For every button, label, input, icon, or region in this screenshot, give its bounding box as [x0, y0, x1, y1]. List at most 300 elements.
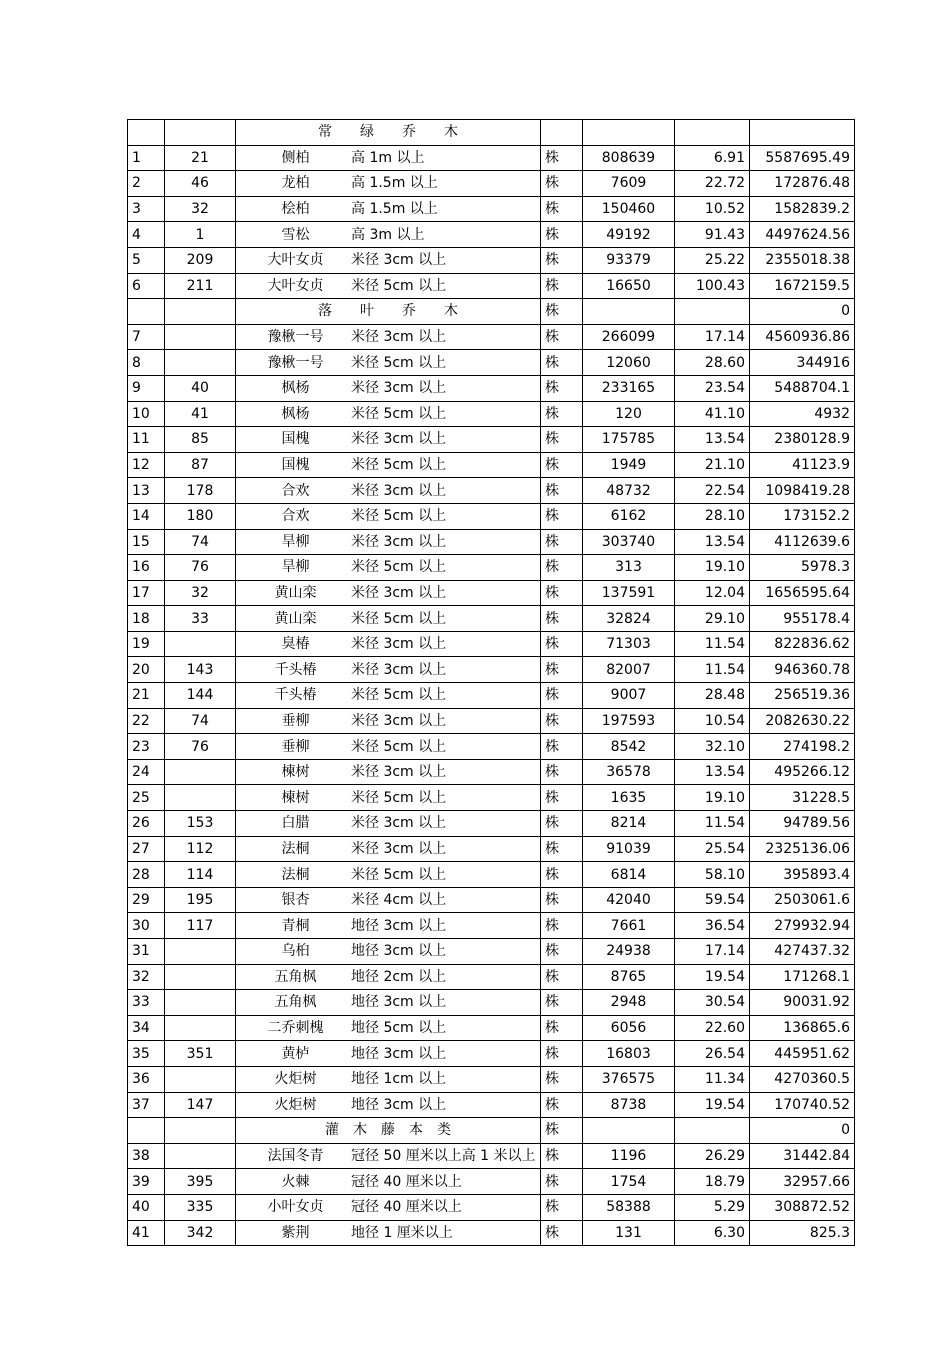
quantity: [583, 299, 675, 325]
plant-spec: 米径 4cm 以上: [351, 892, 447, 909]
unit-price: 13.54: [675, 529, 750, 555]
table-row: [128, 171, 855, 197]
plant-name: 千头椿: [274, 687, 317, 704]
unit-price: 26.54: [675, 1041, 750, 1067]
plant-name-spec: [236, 478, 541, 504]
plant-name-spec: [236, 939, 541, 965]
plant-name-spec: [236, 1220, 541, 1246]
row-number: 15: [128, 529, 165, 555]
plant-spec: 冠径 50 厘米以上高 1 米以上: [351, 1148, 536, 1165]
row-number: 29: [128, 887, 165, 913]
unit: 株: [541, 350, 583, 376]
row-number: 26: [128, 811, 165, 837]
plant-spec: 米径 3cm 以上: [351, 712, 447, 729]
total-amount: 1656595.64: [750, 580, 855, 606]
plant-name-spec: [236, 324, 541, 350]
table-body: [128, 120, 855, 1246]
item-code: 1: [165, 222, 236, 248]
plant-name-spec: [236, 1194, 541, 1220]
total-amount: 4270360.5: [750, 1066, 855, 1092]
unit-price: 28.10: [675, 503, 750, 529]
unit: 株: [541, 478, 583, 504]
row-number: 28: [128, 862, 165, 888]
unit: 株: [541, 1015, 583, 1041]
plant-spec: 米径 3cm 以上: [351, 636, 447, 653]
plant-spec: 地径 3cm 以上: [351, 943, 447, 960]
unit-price: 36.54: [675, 913, 750, 939]
plant-spec: 米径 5cm 以上: [351, 405, 447, 422]
quantity: 8214: [583, 811, 675, 837]
table-row: [128, 1041, 855, 1067]
quantity: 1754: [583, 1169, 675, 1195]
table-row: [128, 683, 855, 709]
plant-name: 二乔刺槐: [267, 1020, 324, 1037]
unit-price: [675, 1118, 750, 1144]
plant-name: 国槐: [281, 457, 310, 474]
section-title: 常 绿 乔 木: [318, 124, 458, 141]
plant-name-spec: [236, 401, 541, 427]
unit: 株: [541, 887, 583, 913]
unit: 株: [541, 299, 583, 325]
row-number: 39: [128, 1169, 165, 1195]
row-number: 36: [128, 1066, 165, 1092]
plant-spec: 米径 5cm 以上: [351, 610, 447, 627]
quantity: 197593: [583, 708, 675, 734]
table-row: [128, 503, 855, 529]
item-code: [165, 299, 236, 325]
row-number: 40: [128, 1194, 165, 1220]
row-number: 20: [128, 657, 165, 683]
row-number: 30: [128, 913, 165, 939]
item-code: 40: [165, 375, 236, 401]
unit-price: 11.54: [675, 811, 750, 837]
plant-name: 楝树: [281, 789, 310, 806]
table-row: [128, 1143, 855, 1169]
plant-name-spec: [236, 222, 541, 248]
item-code: 46: [165, 171, 236, 197]
total-amount: 822836.62: [750, 631, 855, 657]
total-amount: 5978.3: [750, 555, 855, 581]
unit-price: 11.54: [675, 631, 750, 657]
item-code: [165, 350, 236, 376]
item-code: [165, 964, 236, 990]
plant-name: 小叶女贞: [267, 1199, 324, 1216]
plant-spec: 地径 3cm 以上: [351, 1096, 447, 1113]
item-code: 74: [165, 529, 236, 555]
section-header: [236, 1118, 541, 1144]
item-code: [165, 120, 236, 146]
row-number: 12: [128, 452, 165, 478]
plant-spec: 米径 5cm 以上: [351, 559, 447, 576]
unit-price: 19.54: [675, 964, 750, 990]
quantity: [583, 1118, 675, 1144]
table-row: [128, 1015, 855, 1041]
plant-name: 大叶女贞: [267, 277, 324, 294]
item-code: 74: [165, 708, 236, 734]
plant-name: 白腊: [281, 815, 310, 832]
plant-name-spec: [236, 1092, 541, 1118]
quantity: 6814: [583, 862, 675, 888]
plant-name-spec: [236, 1143, 541, 1169]
plant-name: 枫杨: [281, 405, 310, 422]
plant-spec: 地径 3cm 以上: [351, 917, 447, 934]
total-amount: 1672159.5: [750, 273, 855, 299]
unit: 株: [541, 990, 583, 1016]
quantity: 7609: [583, 171, 675, 197]
total-amount: 274198.2: [750, 734, 855, 760]
item-code: 41: [165, 401, 236, 427]
unit-price: [675, 120, 750, 146]
plant-name: 臭椿: [281, 636, 310, 653]
unit-price: 10.54: [675, 708, 750, 734]
plant-name-spec: [236, 375, 541, 401]
plant-spec: 米径 3cm 以上: [351, 329, 447, 346]
quantity: 6162: [583, 503, 675, 529]
total-amount: 308872.52: [750, 1194, 855, 1220]
unit: 株: [541, 1194, 583, 1220]
plant-name: 豫楸一号: [267, 354, 324, 371]
unit-price: 58.10: [675, 862, 750, 888]
total-amount: 31442.84: [750, 1143, 855, 1169]
unit-price: 13.54: [675, 759, 750, 785]
row-number: 4: [128, 222, 165, 248]
table-row: [128, 1169, 855, 1195]
unit-price: 23.54: [675, 375, 750, 401]
nursery-price-table: [127, 119, 855, 1246]
table-row: [128, 1066, 855, 1092]
section-header: [236, 299, 541, 325]
unit-price: 26.29: [675, 1143, 750, 1169]
table-row: [128, 734, 855, 760]
total-amount: 2082630.22: [750, 708, 855, 734]
plant-name: 千头椿: [274, 661, 317, 678]
plant-spec: 米径 3cm 以上: [351, 764, 447, 781]
unit-price: 22.60: [675, 1015, 750, 1041]
quantity: 48732: [583, 478, 675, 504]
section-title: 灌 木 藤 本 类: [325, 1122, 451, 1139]
plant-name-spec: [236, 990, 541, 1016]
row-number: 7: [128, 324, 165, 350]
row-number: 11: [128, 427, 165, 453]
total-amount: 31228.5: [750, 785, 855, 811]
item-code: 351: [165, 1041, 236, 1067]
total-amount: 4560936.86: [750, 324, 855, 350]
row-number: [128, 120, 165, 146]
plant-spec: 地径 1cm 以上: [351, 1071, 447, 1088]
unit-price: 5.29: [675, 1194, 750, 1220]
plant-name: 豫楸一号: [267, 329, 324, 346]
unit-price: 25.54: [675, 836, 750, 862]
quantity: 150460: [583, 196, 675, 222]
total-amount: 171268.1: [750, 964, 855, 990]
unit-price: 19.10: [675, 785, 750, 811]
total-amount: 0: [750, 299, 855, 325]
item-code: 195: [165, 887, 236, 913]
row-number: 3: [128, 196, 165, 222]
unit: [541, 120, 583, 146]
quantity: 93379: [583, 247, 675, 273]
total-amount: 32957.66: [750, 1169, 855, 1195]
unit: 株: [541, 401, 583, 427]
plant-name: 楝树: [281, 764, 310, 781]
plant-name: 火炬树: [274, 1071, 317, 1088]
unit-price: 6.91: [675, 145, 750, 171]
item-code: [165, 1015, 236, 1041]
item-code: [165, 324, 236, 350]
table-row: [128, 145, 855, 171]
quantity: [583, 120, 675, 146]
unit-price: 17.14: [675, 939, 750, 965]
unit-price: 11.34: [675, 1066, 750, 1092]
unit: 株: [541, 759, 583, 785]
quantity: 2948: [583, 990, 675, 1016]
quantity: 82007: [583, 657, 675, 683]
row-number: 22: [128, 708, 165, 734]
item-code: 76: [165, 555, 236, 581]
unit-price: 91.43: [675, 222, 750, 248]
plant-name-spec: [236, 887, 541, 913]
row-number: 17: [128, 580, 165, 606]
item-code: 33: [165, 606, 236, 632]
table-row: [128, 887, 855, 913]
quantity: 9007: [583, 683, 675, 709]
plant-name: 法国冬青: [267, 1148, 324, 1165]
plant-name: 旱柳: [281, 533, 310, 550]
unit: 株: [541, 196, 583, 222]
row-number: 16: [128, 555, 165, 581]
total-amount: 279932.94: [750, 913, 855, 939]
unit: 株: [541, 247, 583, 273]
quantity: 32824: [583, 606, 675, 632]
unit: 株: [541, 222, 583, 248]
unit-price: 21.10: [675, 452, 750, 478]
table-row: [128, 196, 855, 222]
plant-name: 雪松: [281, 226, 310, 243]
row-number: 35: [128, 1041, 165, 1067]
unit: 株: [541, 606, 583, 632]
row-number: 6: [128, 273, 165, 299]
unit: 株: [541, 1118, 583, 1144]
plant-name-spec: [236, 427, 541, 453]
item-code: 342: [165, 1220, 236, 1246]
table-row: [128, 708, 855, 734]
quantity: 1949: [583, 452, 675, 478]
unit: 株: [541, 811, 583, 837]
unit-price: 10.52: [675, 196, 750, 222]
item-code: 32: [165, 196, 236, 222]
total-amount: 955178.4: [750, 606, 855, 632]
plant-name-spec: [236, 631, 541, 657]
quantity: 8765: [583, 964, 675, 990]
table-row: [128, 452, 855, 478]
row-number: 21: [128, 683, 165, 709]
plant-name-spec: [236, 1015, 541, 1041]
unit: 株: [541, 427, 583, 453]
unit-price: 17.14: [675, 324, 750, 350]
plant-spec: 米径 3cm 以上: [351, 661, 447, 678]
plant-name-spec: [236, 196, 541, 222]
quantity: 1196: [583, 1143, 675, 1169]
row-number: 38: [128, 1143, 165, 1169]
plant-spec: 米径 5cm 以上: [351, 457, 447, 474]
unit-price: 22.72: [675, 171, 750, 197]
row-number: 13: [128, 478, 165, 504]
unit-price: [675, 299, 750, 325]
unit-price: 13.54: [675, 427, 750, 453]
row-number: 2: [128, 171, 165, 197]
table-row: [128, 222, 855, 248]
unit-price: 11.54: [675, 657, 750, 683]
unit: 株: [541, 1143, 583, 1169]
unit: 株: [541, 452, 583, 478]
unit: 株: [541, 913, 583, 939]
row-number: 24: [128, 759, 165, 785]
plant-name-spec: [236, 1041, 541, 1067]
plant-name-spec: [236, 580, 541, 606]
plant-name-spec: [236, 145, 541, 171]
item-code: 178: [165, 478, 236, 504]
row-number: 10: [128, 401, 165, 427]
table-row: [128, 913, 855, 939]
item-code: 21: [165, 145, 236, 171]
plant-spec: 米径 3cm 以上: [351, 380, 447, 397]
total-amount: 2355018.38: [750, 247, 855, 273]
quantity: 42040: [583, 887, 675, 913]
plant-spec: 米径 5cm 以上: [351, 866, 447, 883]
row-number: 37: [128, 1092, 165, 1118]
plant-spec: 米径 3cm 以上: [351, 584, 447, 601]
total-amount: 0: [750, 1118, 855, 1144]
quantity: 6056: [583, 1015, 675, 1041]
quantity: 7661: [583, 913, 675, 939]
table-row: [128, 1092, 855, 1118]
total-amount: 2325136.06: [750, 836, 855, 862]
unit-price: 6.30: [675, 1220, 750, 1246]
plant-name: 青桐: [281, 917, 310, 934]
item-code: 209: [165, 247, 236, 273]
row-number: 9: [128, 375, 165, 401]
plant-name: 枫杨: [281, 380, 310, 397]
item-code: 143: [165, 657, 236, 683]
unit: 株: [541, 273, 583, 299]
table-row: [128, 990, 855, 1016]
quantity: 8542: [583, 734, 675, 760]
table-row: [128, 529, 855, 555]
plant-name: 黄栌: [281, 1045, 310, 1062]
unit: 株: [541, 708, 583, 734]
plant-name: 旱柳: [281, 559, 310, 576]
total-amount: 172876.48: [750, 171, 855, 197]
row-number: 18: [128, 606, 165, 632]
total-amount: 495266.12: [750, 759, 855, 785]
unit-price: 28.48: [675, 683, 750, 709]
unit: 株: [541, 939, 583, 965]
table-row: [128, 862, 855, 888]
plant-spec: 米径 5cm 以上: [351, 277, 447, 294]
plant-spec: 冠径 40 厘米以上: [351, 1199, 462, 1216]
table-row: [128, 1220, 855, 1246]
unit: 株: [541, 1220, 583, 1246]
section-row: [128, 299, 855, 325]
plant-name: 垂柳: [281, 738, 310, 755]
plant-name-spec: [236, 350, 541, 376]
row-number: 25: [128, 785, 165, 811]
unit: 株: [541, 862, 583, 888]
unit: 株: [541, 555, 583, 581]
plant-name-spec: [236, 606, 541, 632]
quantity: 49192: [583, 222, 675, 248]
plant-spec: 米径 5cm 以上: [351, 687, 447, 704]
quantity: 120: [583, 401, 675, 427]
plant-name-spec: [236, 273, 541, 299]
plant-spec: 地径 2cm 以上: [351, 968, 447, 985]
item-code: 32: [165, 580, 236, 606]
plant-spec: 米径 3cm 以上: [351, 533, 447, 550]
plant-spec: 高 1m 以上: [351, 149, 425, 166]
total-amount: 344916: [750, 350, 855, 376]
total-amount: 170740.52: [750, 1092, 855, 1118]
total-amount: 41123.9: [750, 452, 855, 478]
row-number: 41: [128, 1220, 165, 1246]
total-amount: 4497624.56: [750, 222, 855, 248]
total-amount: 256519.36: [750, 683, 855, 709]
plant-name-spec: [236, 811, 541, 837]
table-row: [128, 964, 855, 990]
quantity: 175785: [583, 427, 675, 453]
plant-name-spec: [236, 171, 541, 197]
total-amount: 136865.6: [750, 1015, 855, 1041]
table-row: [128, 273, 855, 299]
quantity: 808639: [583, 145, 675, 171]
plant-name: 侧柏: [281, 149, 310, 166]
plant-name-spec: [236, 964, 541, 990]
plant-name: 黄山栾: [274, 584, 317, 601]
plant-spec: 米径 5cm 以上: [351, 508, 447, 525]
total-amount: 4932: [750, 401, 855, 427]
plant-name-spec: [236, 1066, 541, 1092]
quantity: 12060: [583, 350, 675, 376]
table-row: [128, 401, 855, 427]
item-code: 112: [165, 836, 236, 862]
quantity: 16803: [583, 1041, 675, 1067]
table-row: [128, 478, 855, 504]
quantity: 36578: [583, 759, 675, 785]
unit: 株: [541, 324, 583, 350]
plant-name: 火炬树: [274, 1096, 317, 1113]
unit: 株: [541, 631, 583, 657]
plant-spec: 高 1.5m 以上: [351, 201, 438, 218]
row-number: 33: [128, 990, 165, 1016]
quantity: 376575: [583, 1066, 675, 1092]
quantity: 58388: [583, 1194, 675, 1220]
plant-name-spec: [236, 503, 541, 529]
unit-price: 19.10: [675, 555, 750, 581]
table-row: [128, 247, 855, 273]
total-amount: 445951.62: [750, 1041, 855, 1067]
unit-price: 12.04: [675, 580, 750, 606]
plant-name-spec: [236, 785, 541, 811]
row-number: 23: [128, 734, 165, 760]
table-row: [128, 606, 855, 632]
plant-name: 法桐: [281, 866, 310, 883]
item-code: 395: [165, 1169, 236, 1195]
plant-name-spec: [236, 913, 541, 939]
quantity: 71303: [583, 631, 675, 657]
total-amount: 1098419.28: [750, 478, 855, 504]
section-header: [236, 120, 541, 146]
total-amount: 825.3: [750, 1220, 855, 1246]
unit: 株: [541, 836, 583, 862]
